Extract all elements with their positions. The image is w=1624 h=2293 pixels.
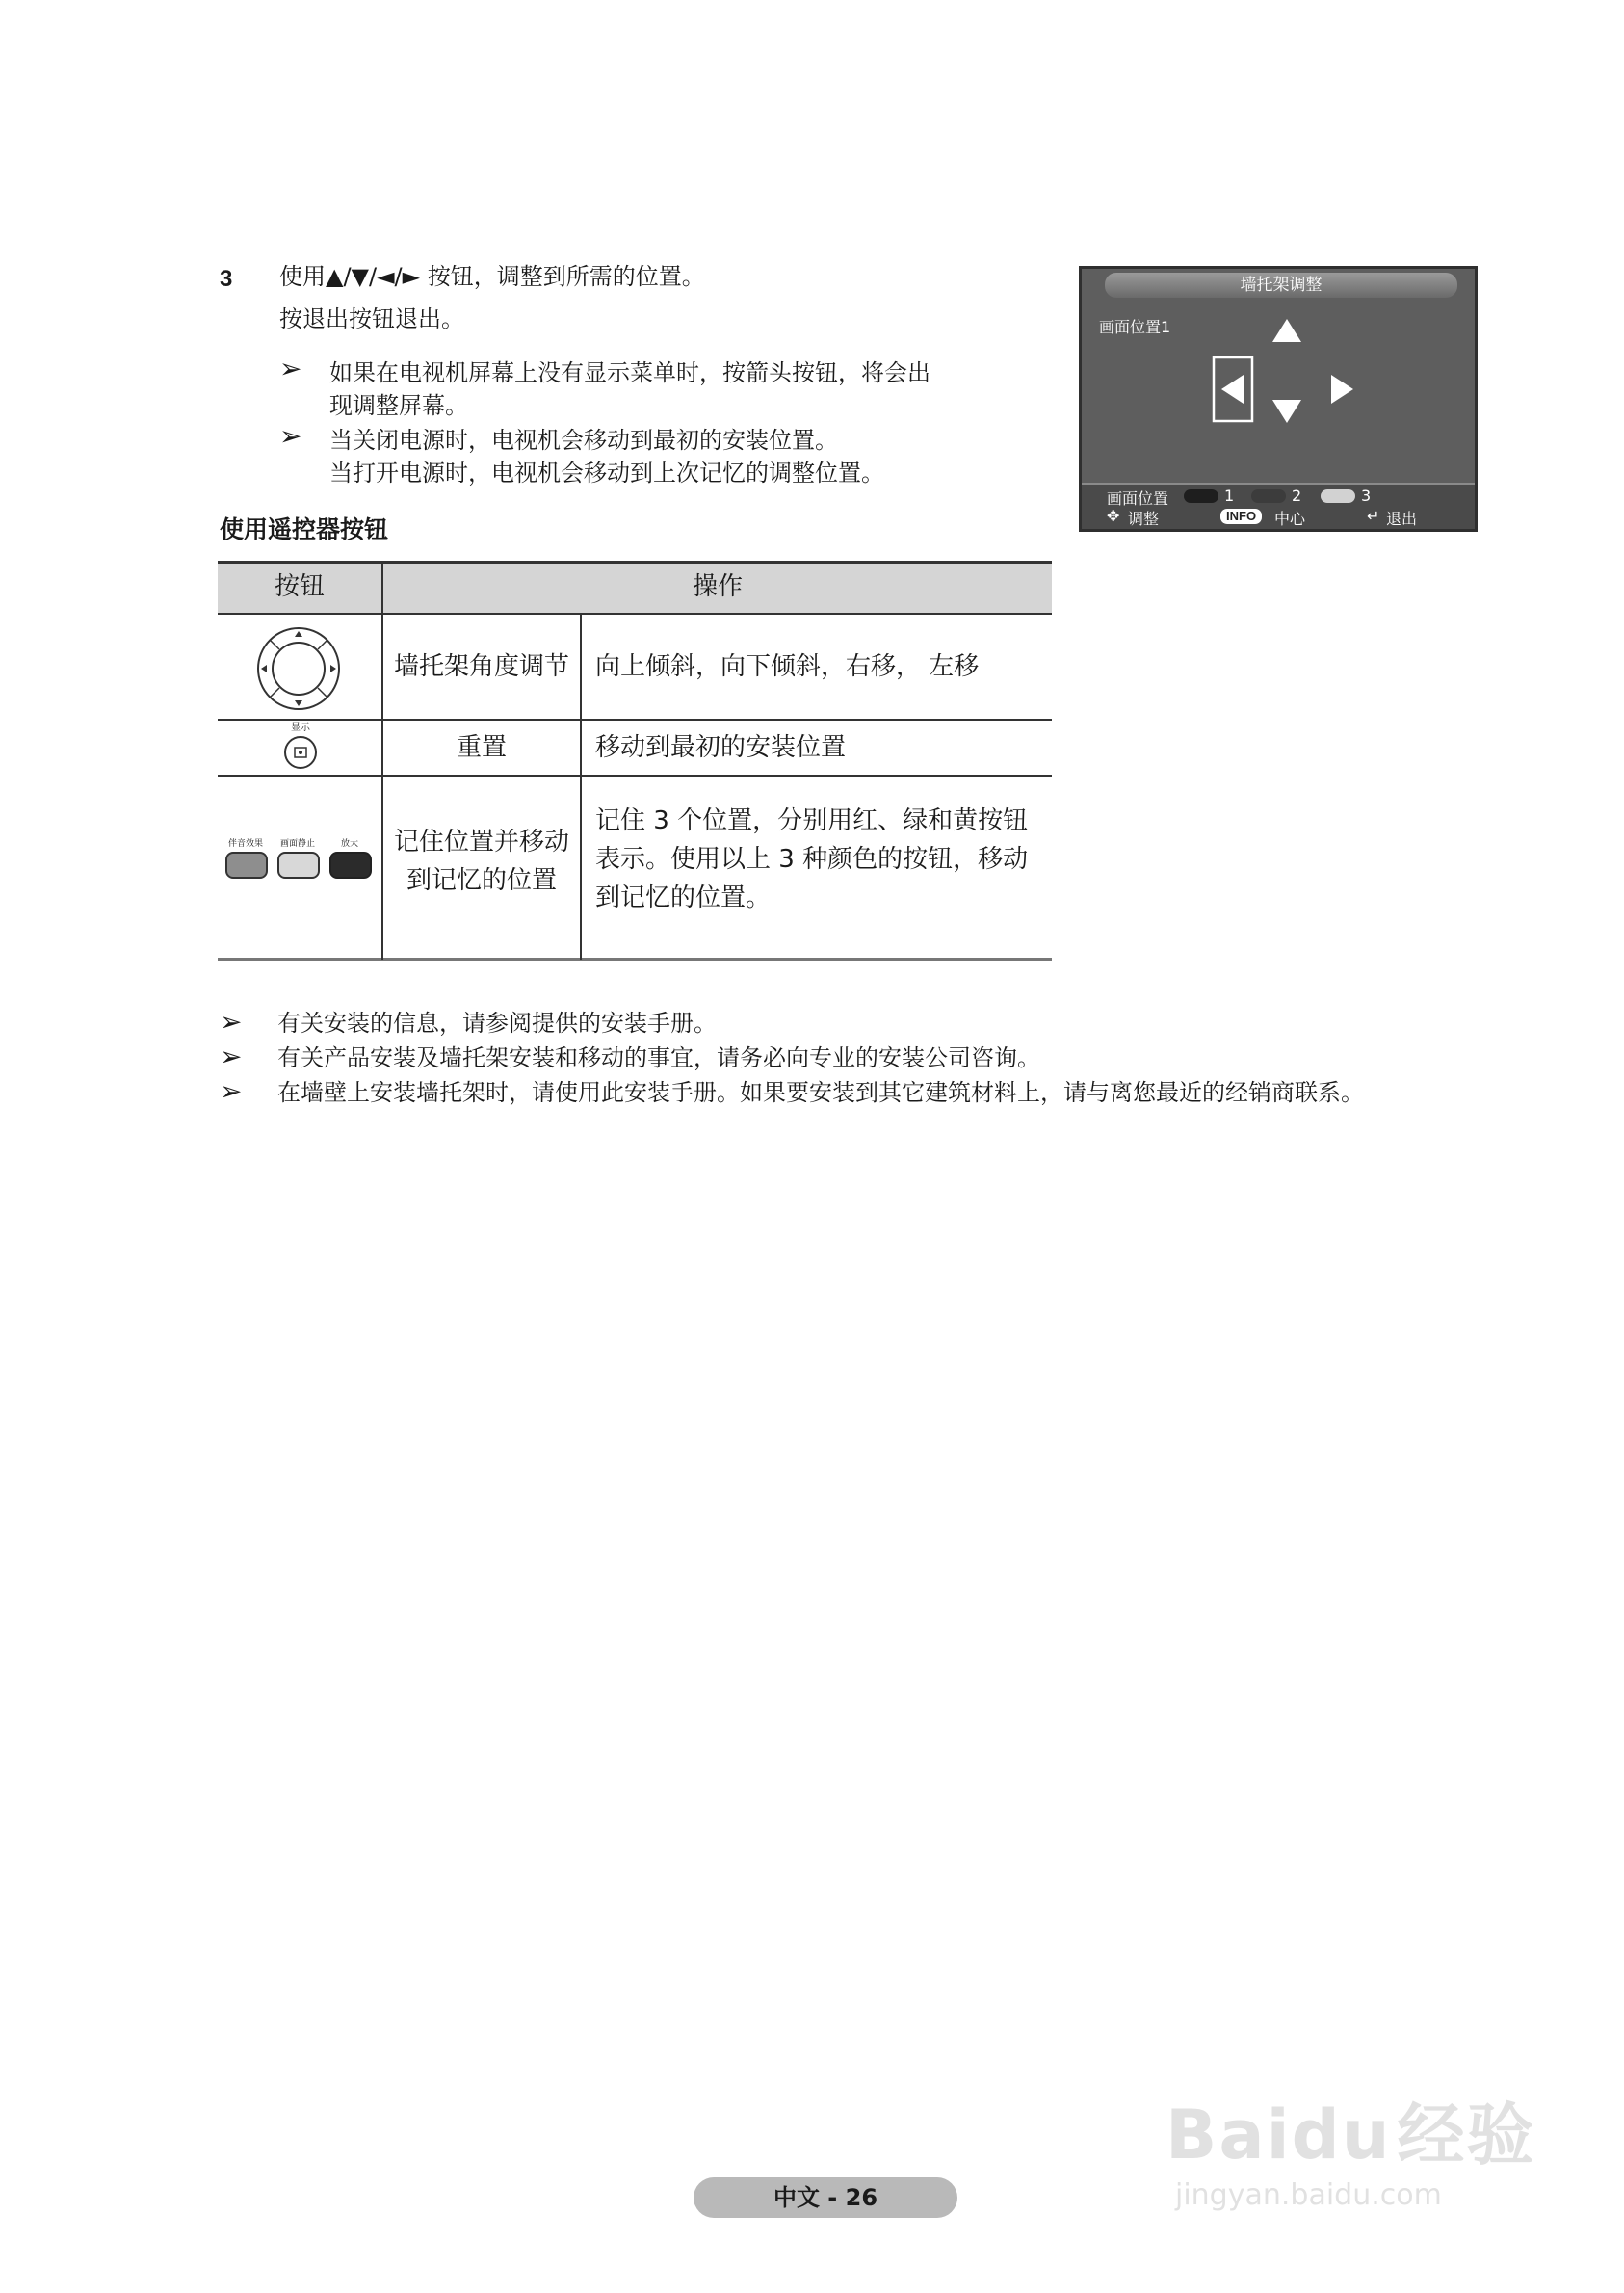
function-wall-mount-angle: 墙托架角度调节 (393, 652, 569, 681)
osd-footer (1082, 483, 1475, 529)
step-exit-instruction: 按退出按钮退出。 (279, 305, 464, 332)
arrow-down-icon (1272, 400, 1301, 423)
color-button-caption: 放大 (340, 839, 358, 849)
info-button-badge: INFO (1220, 509, 1262, 524)
bottom-note-text: 在墙壁上安装墙托架时，请使用此安装手册。如果要安装到其它建筑材料上，请与离您最近的经销商联系。 (277, 1079, 1364, 1106)
osd-exit-label: 退出 (1386, 510, 1418, 528)
note-text: 当关闭电源时，电视机会移动到最初的安装位置。 (329, 427, 838, 454)
header-button: 按钮 (274, 572, 325, 601)
green-button-icon (277, 852, 320, 879)
osd-slot-2: 2 (1292, 487, 1302, 505)
display-button-caption: 显示 (291, 723, 310, 733)
memory-pill-2 (1251, 489, 1286, 503)
note-arrow-icon: ➢ (220, 1041, 243, 1072)
bottom-note-text: 有关安装的信息，请参阅提供的安装手册。 (277, 1010, 717, 1037)
watermark-url: jingyan.baidu.com (1175, 2178, 1442, 2212)
note-arrow-icon: ➢ (220, 1075, 243, 1107)
color-button-caption: 伴音效果 (227, 839, 263, 849)
table-row (223, 836, 378, 890)
baidu-watermark (1166, 2081, 1536, 2212)
table-bottom-rule (218, 958, 1052, 961)
note-arrow-icon: ➢ (279, 420, 302, 452)
bottom-note (220, 1041, 1040, 1074)
description-reset: 移动到最初的安装位置 (595, 733, 847, 762)
bottom-note (220, 1075, 1364, 1109)
function-line: 记住位置并移动 (393, 828, 569, 857)
note-text: 如果在电视机屏幕上没有显示菜单时，按箭头按钮，将会出 (329, 359, 930, 386)
table-top-rule (218, 561, 1052, 564)
header-operation: 操作 (692, 572, 743, 601)
note-text: 当打开电源时，电视机会移动到上次记忆的调整位置。 (329, 460, 884, 487)
osd-title: 墙托架调整 (1105, 273, 1457, 298)
note-arrow-icon: ➢ (279, 353, 302, 384)
note-arrow-icon: ➢ (220, 1006, 243, 1038)
description-tilt-move: 向上倾斜，向下倾斜，右移， 左移 (595, 652, 980, 681)
watermark-logo (1166, 2081, 1536, 2178)
table-header (218, 561, 1052, 613)
memory-pill-3 (1321, 489, 1355, 503)
step-instruction: 使用▲/▼/◄/► 按钮，调整到所需的位置。 (279, 263, 705, 290)
description-line: 到记忆的位置。 (595, 883, 772, 912)
table-row (281, 723, 320, 775)
description-memory-position (595, 802, 1028, 917)
yellow-button-icon (329, 852, 372, 879)
osd-footer-position-label: 画面位置 (1107, 489, 1169, 508)
step-number: 3 (220, 266, 233, 292)
osd-slot-1: 1 (1224, 487, 1235, 505)
arrow-right-icon (1331, 375, 1353, 404)
watermark-brand: Baidu (1166, 2095, 1392, 2174)
description-line: 记住 3 个位置，分别用红、绿和黄按钮 (595, 806, 1029, 835)
arrow-up-icon (1272, 319, 1301, 342)
function-memory-position (383, 823, 580, 900)
osd-wall-mount-screen (1079, 266, 1478, 532)
function-reset: 重置 (456, 733, 507, 762)
arrow-left-icon (1221, 375, 1244, 404)
color-button-caption: 画面静止 (279, 839, 315, 849)
section-title: 使用遥控器按钮 (220, 515, 389, 543)
table-row (252, 626, 345, 715)
note-text: 现调整屏幕。 (329, 392, 468, 419)
move-icon: ✥ (1107, 507, 1120, 525)
display-button-icon (281, 734, 320, 771)
dpad-icon (252, 626, 345, 711)
table-column-rule (580, 615, 582, 960)
osd-position-label: 画面位置1 (1099, 318, 1171, 336)
page-number: 中文 - 26 (694, 2177, 957, 2218)
function-line: 到记忆的位置 (406, 866, 557, 895)
watermark-product: 经验 (1397, 2095, 1536, 2174)
table-row-divider (218, 775, 1052, 777)
return-icon: ↵ (1367, 507, 1380, 525)
red-button-icon (225, 852, 268, 879)
bottom-note (220, 1006, 717, 1040)
memory-pill-1 (1184, 489, 1218, 503)
osd-slot-3: 3 (1361, 487, 1372, 505)
osd-center-label: 中心 (1274, 510, 1306, 528)
osd-adjust-label: 调整 (1128, 510, 1160, 528)
remote-buttons-table (218, 561, 1052, 965)
description-line: 表示。使用以上 3 种颜色的按钮，移动 (595, 845, 1029, 874)
bottom-note-text: 有关产品安装及墙托架安装和移动的事宜，请务必向专业的安装公司咨询。 (277, 1044, 1040, 1071)
